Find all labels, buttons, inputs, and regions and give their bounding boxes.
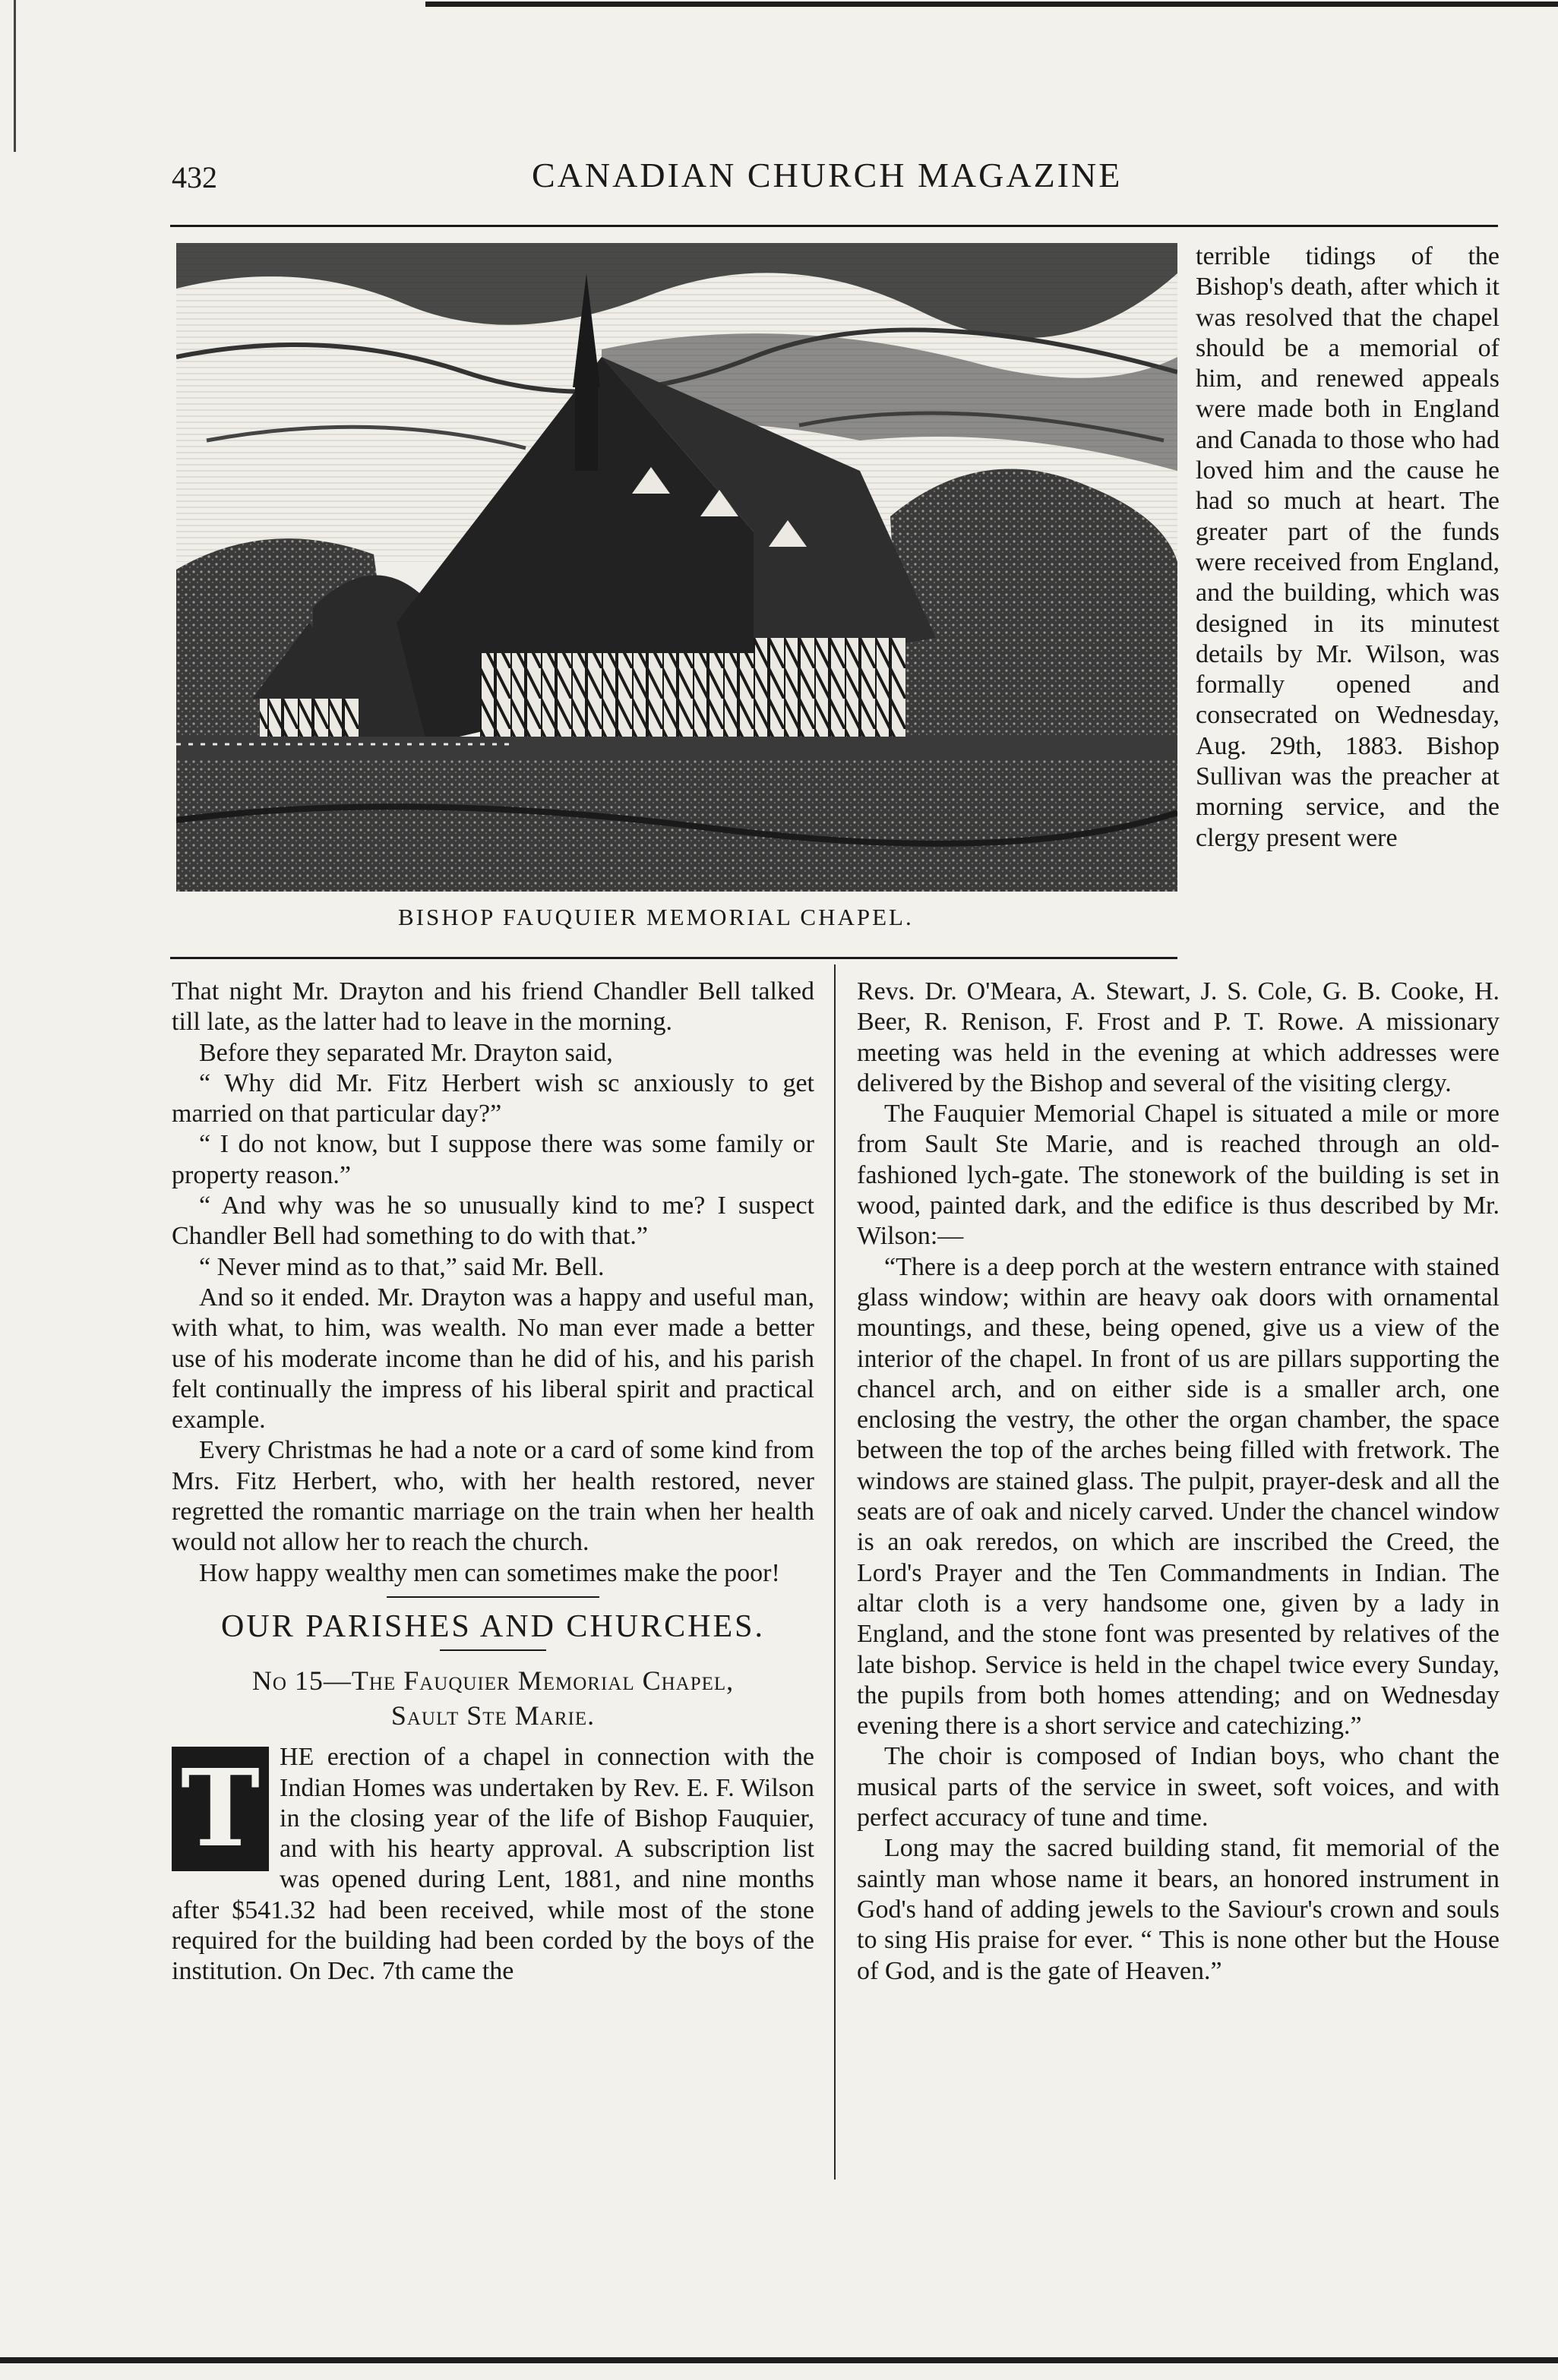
figure-caption: BISHOP FAUQUIER MEMORIAL CHAPEL. (398, 904, 914, 930)
right-top-column (1196, 241, 1500, 854)
chapel-engraving (176, 243, 1177, 892)
heading-rule (440, 1649, 546, 1651)
right-top-paragraph: terrible tidings of the Bishop's death, after which it was resolved that the chapel should be a memorial of him, and renewed appeals were made both in England and Canada to those who had loved him and the cause he had so much at heart. The greater part of the funds were received from England, and the building, which was designed in its minutest details by Mr. Wilson, was formally opened and consecrated on Wednesday, Aug. 29th, 1883. Bishop Sullivan was the preacher at morning service, and the clergy present were (1196, 242, 1500, 852)
chapel-engraving-illustration (176, 243, 1177, 892)
bottom-edge-rule (0, 2357, 1558, 2363)
story-paragraph: How happy wealthy men can sometimes make the poor! (199, 1558, 780, 1587)
right-column (857, 977, 1500, 1987)
article-title: No 15—The Fauquier Memorial Chapel, (251, 1665, 735, 1697)
running-title: CANADIAN CHURCH MAGAZINE (532, 156, 1123, 194)
article-paragraph: Long may the sacred building stand, fit memorial of the saintly man whose name it bears, an honored instrument in God's hand of adding jewels to the Saviour's crown and souls to sing His praise for ever. “ This is none other but the House of God, and is the gate of Heaven.” (857, 1834, 1500, 1985)
top-edge-rule (425, 2, 1558, 7)
column-divider (834, 964, 836, 2180)
article-paragraph: The Fauquier Memorial Chapel is situated a mile or more from Sault Ste Marie, and is reached through an old-fashioned lych-gate. The stonework of the building is set in wood, painted dark, and the edifice is thus described by Mr. Wilson:— (857, 1100, 1500, 1251)
story-paragraph: “ And why was he so unusually kind to me? I suspect Chandler Bell had something to do with that.” (172, 1192, 814, 1251)
article-paragraph: Revs. Dr. O'Meara, A. Stewart, J. S. Cole, G. B. Cooke, H. Beer, R. Renison, F. Frost and P. T. Rowe. A missionary meeting was held in the evening at which addresses were delivered by the Bishop and several of the visiting clergy. (857, 977, 1500, 1097)
left-edge-mark (14, 0, 16, 152)
article-opening-paragraph (172, 1742, 814, 1987)
story-paragraph: “ Never mind as to that,” said Mr. Bell. (199, 1252, 605, 1281)
left-column (172, 977, 814, 1987)
section-heading: OUR PARISHES AND CHURCHES. (221, 1608, 765, 1644)
section-rule (170, 957, 1177, 959)
story-paragraph: And so it ended. Mr. Drayton was a happy and useful man, with what, to him, was wealth. No man ever made a better use of his moderate income than he did of his, and his parish felt continually the impress of his liberal spirit and practical example. (172, 1283, 814, 1435)
story-paragraph: Before they separated Mr. Drayton said, (199, 1038, 613, 1067)
article-opening-text: HE erection of a chapel in connection with the Indian Homes was undertaken by Rev. E. F. Wilson in the closing year of the life of Bishop Fauquier, and with his hearty approval. A subscription list was opened during Lent, 1881, and nine months after $541.32 had been received, while most of the stone required for the building had been corded by the boys of the institution. On Dec. 7th came the (172, 1743, 814, 1986)
header-rule (170, 225, 1498, 227)
page-number: 432 (172, 160, 217, 194)
article-paragraph: “There is a deep porch at the western entrance with stained glass window; within are heavy oak doors with ornamental mountings, and these, being opened, give us a view of the interior of the chapel. In front of us are pillars supporting the chancel arch, and on either side is a smaller arch, one enclosing the vestry, the other the organ chamber, the space between the top of the arches being filled with fretwork. The windows are stained glass. The pulpit, prayer-desk and all the seats are of oak and nicely carved. Under the chancel window is an oak reredos, on which are inscribed the Creed, the Lord's Prayer and the Ten Commandments in Indian. The altar cloth is a very handsome one, given by a lady in England, and the stone font was presented by relatives of the late bishop. Service is held in the chapel twice every Sunday, the pupils from both homes attending; and on Wednesday evening there is a short service and catechizing.” (857, 1252, 1500, 1741)
story-paragraph: Every Christmas he had a note or a card of some kind from Mrs. Fitz Herbert, who, with her health restored, never regretted the romantic marriage on the train when her health would not allow her to reach the church. (172, 1436, 814, 1557)
dropcap-letter: T (172, 1747, 269, 1871)
story-paragraph: That night Mr. Drayton and his friend Chandler Bell talked till late, as the latter had to leave in the morning. (172, 977, 814, 1037)
article-subtitle: Sault Ste Marie. (390, 1700, 596, 1731)
story-end-rule (387, 1596, 599, 1598)
article-paragraph: The choir is composed of Indian boys, who chant the musical parts of the service in sweet, soft voices, and with perfect accuracy of tune and time. (857, 1742, 1500, 1832)
story-paragraph: “ Why did Mr. Fitz Herbert wish sc anxiously to get married on that particular day?” (172, 1068, 814, 1128)
story-paragraph: “ I do not know, but I suppose there was some family or property reason.” (172, 1130, 814, 1189)
